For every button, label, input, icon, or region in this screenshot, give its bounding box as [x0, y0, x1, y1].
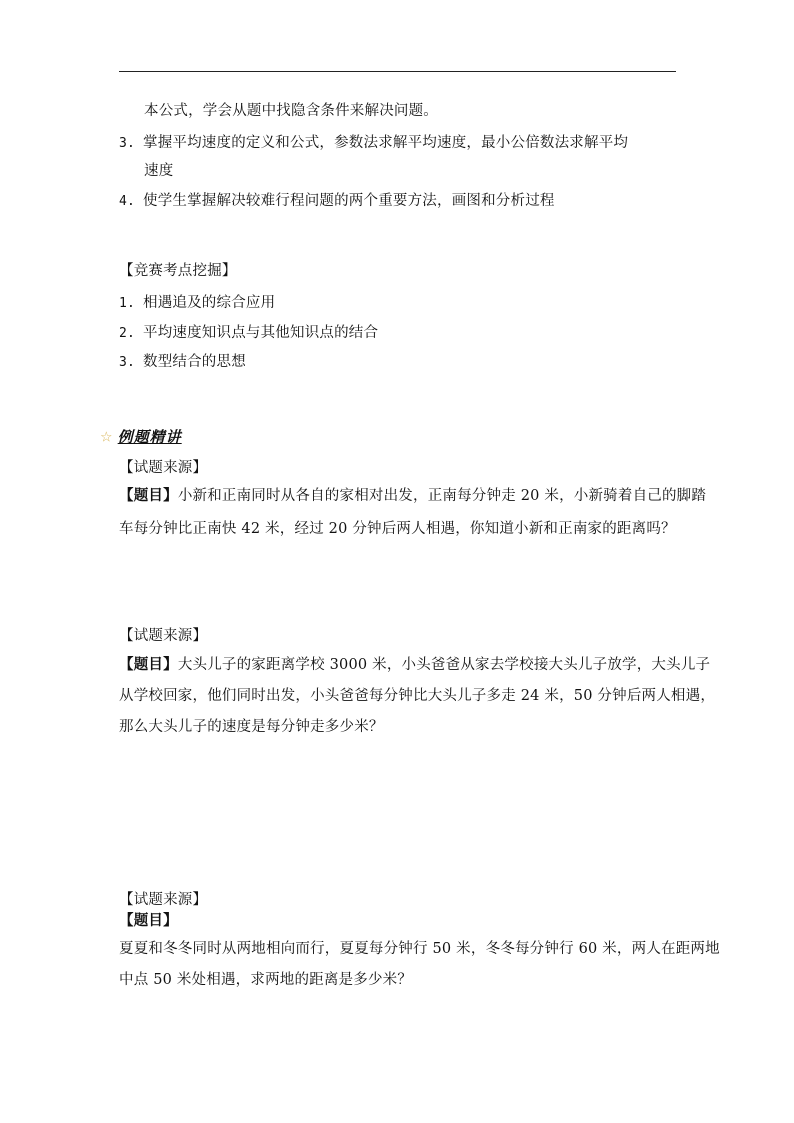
- objective-item-4: [119, 191, 555, 212]
- objective-text: 掌握平均速度的定义和公式，参数法求解平均速度，最小公倍数法求解平均: [143, 135, 629, 151]
- problem-3-line-1: 夏夏和冬冬同时从两地相向而行，夏夏每分钟行 50 米，冬冬每分钟行 60 米，两人在距两地: [119, 941, 720, 957]
- contest-text: 数型结合的思想: [143, 354, 246, 370]
- list-number: 4.: [119, 194, 136, 209]
- contest-text: 平均速度知识点与其他知识点的结合: [143, 325, 379, 341]
- contest-heading: 【竞赛考点挖掘】: [119, 263, 237, 279]
- objective-item-3: [119, 133, 628, 154]
- section-title-label: 例题精讲: [117, 428, 182, 446]
- list-number: 1.: [119, 296, 136, 311]
- problem-3-source: 【试题来源】: [119, 892, 208, 908]
- question-label: 【题目】: [119, 656, 178, 673]
- problem-1-source: 【试题来源】: [119, 460, 208, 476]
- objective-text: 使学生掌握解决较难行程问题的两个重要方法，画图和分析过程: [143, 193, 555, 209]
- objective-item-3-cont: 速度: [144, 163, 174, 179]
- question-text: 大头儿子的家距离学校 3000 米，小头爸爸从家去学校接大头儿子放学，大头儿子: [177, 657, 711, 673]
- problem-3-question-label: 【题目】: [119, 912, 178, 929]
- question-text: 小新和正南同时从各自的家相对出发，正南每分钟走 20 米，小新骑着自己的脚踏: [177, 488, 707, 504]
- contest-item-3: [119, 352, 246, 373]
- problem-2-line-2: 从学校回家，他们同时出发，小头爸爸每分钟比大头儿子多走 24 米，50 分钟后两人相遇，: [119, 688, 716, 704]
- section-title: [100, 426, 182, 448]
- problem-1-line-1: [119, 486, 706, 506]
- header-rule: [119, 71, 676, 72]
- list-number: 3.: [119, 136, 136, 151]
- question-label: 【题目】: [119, 487, 178, 504]
- problem-2-source: 【试题来源】: [119, 628, 208, 644]
- contest-item-2: [119, 323, 378, 344]
- list-number: 3.: [119, 355, 136, 370]
- contest-item-1: [119, 293, 275, 314]
- problem-3-line-2: 中点 50 米处相遇，求两地的距离是多少米？: [119, 972, 413, 988]
- contest-text: 相遇追及的综合应用: [143, 295, 276, 311]
- objective-continuation: 本公式，学会从题中找隐含条件来解决问题。: [144, 103, 438, 119]
- star-icon: ☆: [100, 429, 113, 446]
- problem-2-line-3: 那么大头儿子的速度是每分钟走多少米？: [119, 719, 384, 735]
- list-number: 2.: [119, 326, 136, 341]
- problem-1-line-2: 车每分钟比正南快 42 米，经过 20 分钟后两人相遇，你知道小新和正南家的距离吗？: [119, 521, 676, 537]
- problem-2-line-1: [119, 655, 710, 675]
